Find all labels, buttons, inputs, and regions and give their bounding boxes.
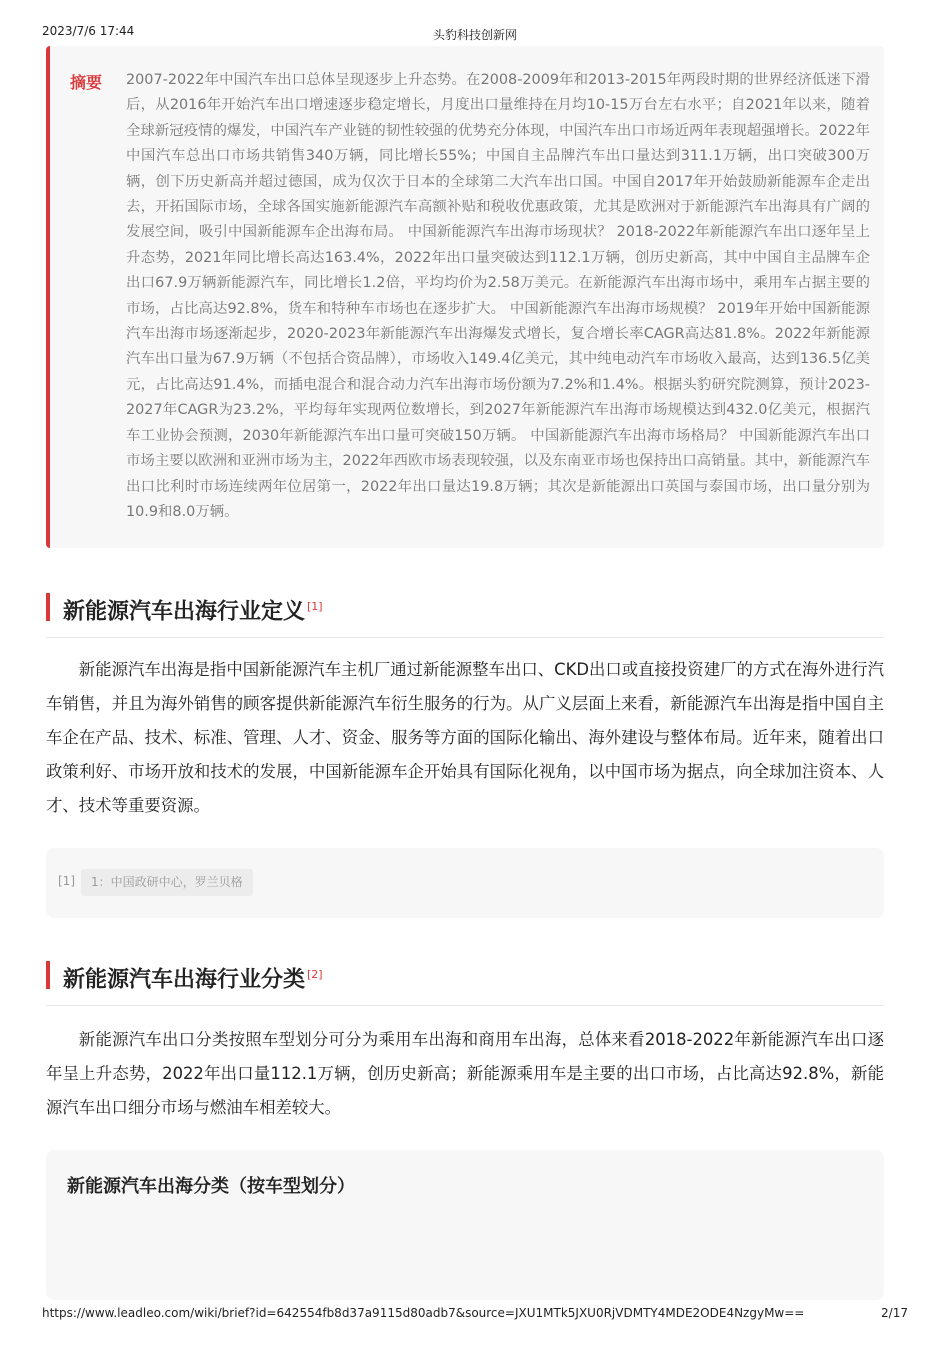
- section-title-classification: [46, 958, 884, 1006]
- section-heading: [63, 958, 323, 997]
- print-footer: [42, 1306, 908, 1322]
- abstract-box: [46, 46, 884, 548]
- page-url: https://www.leadleo.com/wiki/brief?id=642554fb8d37a9115d80adb7&source=JXU1MTk5JXU0RjVDMTY4MDE2ODE4NzgyMw==: [42, 1306, 805, 1320]
- abstract-label: 摘要: [70, 73, 103, 92]
- section-title-definition: [46, 590, 884, 638]
- section-heading-text: 新能源汽车出海行业定义: [63, 599, 306, 625]
- reference-box: [46, 848, 884, 918]
- reference-link-2[interactable]: [2]: [307, 968, 323, 981]
- section-heading: [63, 590, 323, 629]
- section-accent-bar: [46, 961, 50, 989]
- abstract-text: 2007-2022年中国汽车出口总体呈现逐步上升态势。在2008-2009年和2013-2015年两段时期的世界经济低迷下滑后，从2016年开始汽车出口增速逐步稳定增长，月度出口量维持在月均10-15万台左右水平；自2021年以来，随着全球新冠疫情的爆发，中国汽车产业链的韧性较强的优势充分体现，中国汽车出口市场近两年表现超强增长。2022年中国汽车总出口市场共销售340万辆，同比增长55%；中国自主品牌汽车出口量达到311.1万辆，出口突破300万辆，创下历史新高并超过德国，成为仅次于日本的全球第二大汽车出口国。中国自2017年开始鼓励新能源车企走出去，开拓国际市场，全球各国实施新能源汽车高额补贴和税收优惠政策，尤其是欧洲对于新能源汽车出海具有广阔的发展空间，吸引中国新能源车企出海布局。 中国新能源汽车出海市场现状？ 2018-2022年新能源汽车出口逐年呈上升态势，2021年同比增长高达163.4%，2022年出口量突破达到112.1万辆，创历史新高，其中中国自主品牌车企出口67.9万辆新能源汽车，同比增长1.2倍，平均均价为2.58万美元。在新能源汽车出海市场中，乘用车占据主要的市场，占比高达92.8%，货车和特种车市场也在逐步扩大。 中国新能源汽车出海市场规模？ 2019年开始中国新能源汽车出海市场逐渐起步，2020-2023年新能源汽车出海爆发式增长，复合增长率CAGR高达81.8%。2022年新能源汽车出口量为67.9万辆（不包括合资品牌），市场收入149.4亿美元，其中纯电动汽车市场收入最高，达到136.5亿美元，占比高达91.4%，而插电混合和混合动力汽车出海市场份额为7.2%和1.4%。根据头豹研究院测算，预计2023-2027年CAGR为23.2%，平均每年实现两位数增长，到2027年新能源汽车出海市场规模达到432.0亿美元，根据汽车工业协会预测，2030年新能源汽车出口量可突破150万辆。 中国新能源汽车出海市场格局？ 中国新能源汽车出口市场主要以欧洲和亚洲市场为主，2022年西欧市场表现较强，以及东南亚市场也保持出口高销量。其中，新能源汽车出口比利时市场连续两年位居第一，2022年出口量达19.8万辆；其次是新能源出口英国与泰国市场，出口量分别为10.9和8.0万辆。: [126, 72, 870, 520]
- definition-paragraph: 新能源汽车出海是指中国新能源汽车主机厂通过新能源整车出口、CKD出口或直接投资建厂的方式在海外进行汽车销售，并且为海外销售的顾客提供新能源汽车衍生服务的行为。从广义层面上来看，新能源汽车出海是指中国自主车企在产品、技术、标准、管理、人才、资金、服务等方面的国际化输出、海外建设与整体布局。近年来，随着出口政策利好、市场开放和技术的发展，中国新能源车企开始具有国际化视角，以中国市场为据点，向全球加注资本、人才、技术等重要资源。: [46, 660, 884, 815]
- reference-link-1[interactable]: [1]: [307, 600, 323, 613]
- figure-box: [46, 1150, 884, 1300]
- site-name: 头豹科技创新网: [432, 28, 517, 42]
- page-number: 2/17: [881, 1306, 908, 1320]
- reference-source-chip[interactable]: 1：中国政研中心，罗兰贝格: [81, 869, 253, 896]
- print-datetime: 2023/7/6 17:44: [42, 24, 135, 38]
- print-header: [42, 24, 908, 40]
- classification-paragraph: 新能源汽车出口分类按照车型划分可分为乘用车出海和商用车出海，总体来看2018-2022年新能源汽车出口逐年呈上升态势，2022年出口量112.1万辆，创历史新高；新能源乘用车是主要的出口市场，占比高达92.8%，新能源汽车出口细分市场与燃油车相差较大。: [46, 1030, 884, 1117]
- reference-number: [1]: [58, 874, 75, 888]
- section-accent-bar: [46, 593, 50, 621]
- section-heading-text: 新能源汽车出海行业分类: [63, 967, 306, 993]
- figure-title: 新能源汽车出海分类（按车型划分）: [67, 1176, 355, 1197]
